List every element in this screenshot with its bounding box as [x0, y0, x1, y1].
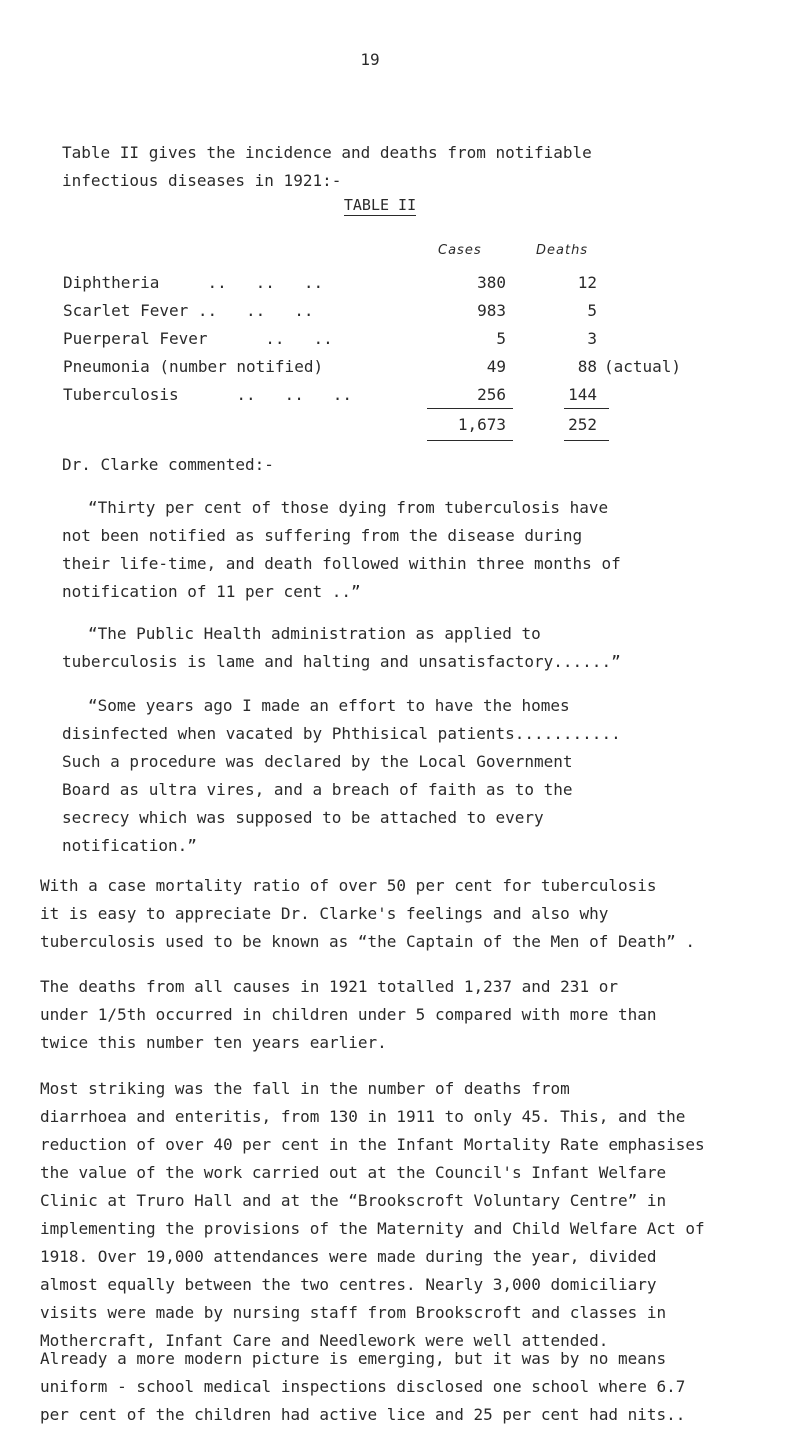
deaths-total-rule	[564, 440, 609, 441]
disease-label: Scarlet Fever .. .. ..	[63, 301, 314, 320]
cases-value: 380	[477, 273, 506, 292]
cases-value: 49	[486, 357, 506, 376]
cases-total: 1,673	[457, 415, 506, 434]
cases-value: 256	[477, 385, 506, 404]
deaths-value: 88	[577, 357, 597, 376]
table-row	[0, 357, 800, 383]
commented-line: Dr. Clarke commented:-	[62, 455, 274, 474]
deaths-value: 144	[568, 385, 597, 404]
intro-paragraph: Table II gives the incidence and deaths from notifiable infectious diseases in 1921:-	[62, 143, 592, 190]
table-row	[0, 273, 800, 299]
paragraph-deaths-1921: The deaths from all causes in 1921 totalled 1,237 and 231 or under 1/5th occurred in children under 5 compared with more than twice this number ten years earlier.	[40, 977, 657, 1052]
disease-label: Diphtheria .. .. ..	[63, 273, 324, 292]
page-number: 19	[360, 50, 380, 69]
disease-label: Puerperal Fever .. ..	[63, 329, 333, 348]
disease-label: Tuberculosis .. .. ..	[63, 385, 352, 404]
table-row	[0, 385, 800, 411]
quote-public-health: “The Public Health administration as applied to tuberculosis is lame and halting and unsatisfactory......”	[62, 624, 621, 671]
quote-disinfection: “Some years ago I made an effort to have the homes disinfected when vacated by Phthisical patients........... Such a procedure was declared by the Local Government Board as ultra vires, and a breach of faith as to the secrecy which was supposed to be attached to every notification.”	[62, 696, 621, 855]
table-title: TABLE II	[343, 196, 417, 214]
paragraph-school-inspections: Already a more modern picture is emerging, but it was by no means uniform - school medical inspections disclosed one school where 6.7 per cent of the children had active lice and 25 per cent had nits..	[40, 1349, 686, 1424]
deaths-note: (actual)	[604, 357, 682, 376]
table-row	[0, 329, 800, 355]
cases-value: 5	[496, 329, 506, 348]
deaths-header: Deaths	[536, 243, 589, 258]
deaths-sum-rule	[564, 408, 609, 409]
cases-value: 983	[477, 301, 506, 320]
deaths-value: 3	[587, 329, 597, 348]
totals-row	[0, 415, 800, 441]
deaths-value: 12	[577, 273, 597, 292]
table-row	[0, 301, 800, 327]
quote-tuberculosis-notification: “Thirty per cent of those dying from tuberculosis have not been notified as suffering from the disease during their life-time, and death followed within three months of notification of 11 per cent ..”	[62, 498, 621, 601]
disease-label: Pneumonia (number notified)	[63, 357, 324, 376]
paragraph-infant-welfare: Most striking was the fall in the number of deaths from diarrhoea and enteritis, from 130 in 1911 to only 45. This, and the reduction of over 40 per cent in the Infant Mortality Rate emphasises the value of the work carried out at the Council's Infant Welfare Clinic at Truro Hall and at the “Brookscroft Voluntary Centre” in implementing the provisions of the Maternity and Child Welfare Act of 1918. Over 19,000 attendances were made during the year, divided almost equally between the two centres. Nearly 3,000 domiciliary visits were made by nursing staff from Brookscroft and classes in Mothercraft, Infant Care and Needlework were well attended.	[40, 1079, 705, 1350]
deaths-value: 5	[587, 301, 597, 320]
paragraph-case-mortality: With a case mortality ratio of over 50 per cent for tuberculosis it is easy to appreciate Dr. Clarke's feelings and also why tuberculosis used to be known as “the Captain of the Men of Death” .	[40, 876, 696, 951]
cases-header: Cases	[438, 243, 482, 258]
cases-sum-rule	[427, 408, 513, 409]
deaths-total: 252	[568, 415, 597, 434]
cases-total-rule	[427, 440, 513, 441]
